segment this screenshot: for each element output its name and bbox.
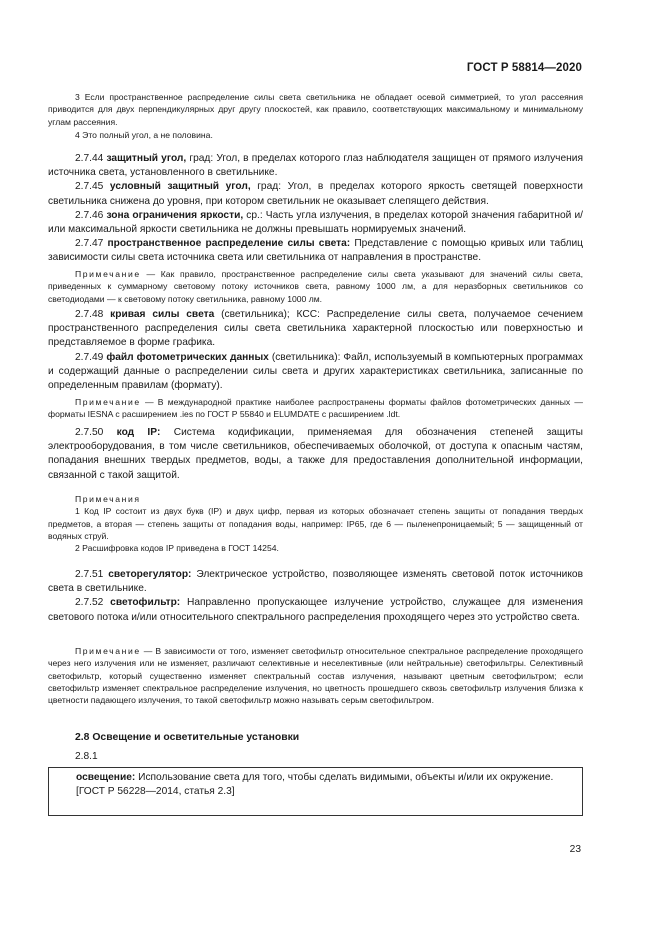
note-label: Примечание <box>75 269 141 279</box>
term-definition: ср.: Часть угла излучения, в пределах которой значения габаритной и/или максимальной яркости светильника не должны превышать нормируемых значений. <box>48 209 583 236</box>
source-reference: [ГОСТ Р 56228—2014, статья 2.3] <box>76 786 235 798</box>
term-definition: Электрическое устройство, позволяющее изменять световой поток источников света в светильнике. <box>48 569 583 595</box>
term-number: 2.7.46 <box>75 209 104 221</box>
term-name: светорегулятор: <box>108 569 192 580</box>
term-2-7-50-block <box>48 426 583 483</box>
section-number: 2.8 <box>75 732 90 743</box>
notes-top <box>48 91 583 141</box>
term-definition: Система кодификации, применяемая для обозначения степеней защиты электрооборудования, в том числе светильников, обеспечиваемых оболочкой, от доступа к опасным частям, попадания внешних твердых предметов, воды, а также для предоставления дополнительной информации, связанной с такой защитой. <box>48 427 583 481</box>
item-2-8-1-number <box>48 750 583 764</box>
section-title: Освещение и осветительные установки <box>92 732 300 743</box>
term-name: условный защитный угол, <box>109 181 251 193</box>
term-2-7-52 <box>48 596 583 624</box>
term-osveshchenie <box>49 771 582 785</box>
term-2-7-48 <box>48 308 583 351</box>
notes-2750 <box>48 493 583 554</box>
definition-box <box>48 767 583 816</box>
term-definition: Представление с помощью кривых или таблиц зависимости силы света источника света или светильника от направления в пространстве. <box>48 238 583 264</box>
term-number: 2.7.50 <box>75 427 104 438</box>
note-2750-2: 2 Расшифровка кодов IP приведена в ГОСТ 14254. <box>75 543 279 554</box>
term-number: 2.7.51 <box>75 569 104 580</box>
term-name: пространственное распределение силы света: <box>107 238 351 250</box>
term-number: 2.7.49 <box>75 351 104 363</box>
term-number: 2.7.44 <box>75 153 104 164</box>
term-name: светофильтр: <box>110 597 181 609</box>
term-definition: Направленно пропускающее излучение устройство, служащее для изменения светового потока и/или относительного спектрального распределения проходящего через это устройство света. <box>48 597 583 623</box>
note-label: Примечание <box>75 646 141 656</box>
term-2-7-44 <box>48 152 583 180</box>
term-2-7-47 <box>48 237 583 265</box>
term-number: 2.7.45 <box>75 181 104 193</box>
note-2749 <box>48 396 583 421</box>
note-2747 <box>48 268 583 305</box>
term-2-7-46 <box>48 209 583 237</box>
page-number: 23 <box>569 844 581 855</box>
term-number: 2.7.48 <box>75 309 104 320</box>
note-label: Примечание <box>75 397 141 407</box>
term-name: защитный угол, <box>106 153 187 164</box>
note-text: — В международной практике наиболее распространены форматы файлов фотометрических данных — форматы IESNA с расширением .ies по ГОСТ Р 55840 и ELUMDATE с расширением .ldt. <box>48 397 583 420</box>
note-text: — В зависимости от того, изменяет светофильтр относительное спектральное распределение проходящего через него излучения или не изменяет, различают селективные и неселективные (или нейтральные) светофильтры. Селективный светофильтр, который существенно изменяет спектральный состав излучения, называют цветным светофильтром; если светофильтр изменяет спектральное распределение излучения, но цветность прошедшего сквозь светофильтр излучения близка к цветности падающего излучения, то такой светофильтр можно называть серым светофильтром. <box>48 646 583 706</box>
term-number: 2.7.47 <box>75 238 104 250</box>
notes-label: Примечания <box>75 494 141 504</box>
term-2-7-49 <box>48 351 583 394</box>
term-name: файл фотометрических данных <box>106 351 269 363</box>
section-2-8 <box>48 731 583 745</box>
terms-2748-2749 <box>48 308 583 393</box>
term-definition: (светильника): Файл, используемый в компьютерных программах и содержащий данные о распределении силы света и других характеристиках светильника, записанные по определенным правилам (формату). <box>48 351 583 392</box>
terms-2744-2747 <box>48 152 583 266</box>
terms-2751-2752 <box>48 568 583 625</box>
term-name: код IP: <box>116 427 161 438</box>
term-definition: (светильника); КСС: Распределение силы света, получаемое сечением пространственного распределения силы света светильника характерной плоскостью или поверхностью и представляемое в форме графика. <box>48 309 583 349</box>
term-2-7-51 <box>48 568 583 596</box>
term-definition: град: Угол, в пределах которого глаз наблюдателя защищен от прямого излучения источника света, установленного в светильнике. <box>48 153 583 179</box>
note-text: — Как правило, пространственное распределение силы света указывают для значений силы света, приведенных к суммарному световому потоку источников света, равному 1000 лм, а для неразборных светильников со светодиодами — к световому потоку светильника, равному 1000 лм. <box>48 269 583 304</box>
term-name: кривая силы света <box>110 309 215 320</box>
term-name: зона ограничения яркости, <box>106 209 244 221</box>
term-name: освещение: <box>76 772 136 783</box>
term-definition: Использование света для того, чтобы сделать видимыми, объекты и/или их окружение. <box>135 772 554 783</box>
note-4: 4 Это полный угол, а не половина. <box>75 129 213 140</box>
note-2750-1: 1 Код IP состоит из двух букв (IP) и двух цифр, первая из которых обозначает степень защиты от попадания твердых предметов, а вторая — степень защиты от попадания воды, например: IP65, где 6 — пыленепроницаемый; 5 — защищенный от водяных струй. <box>48 506 583 541</box>
doc-number-header: ГОСТ Р 58814—2020 <box>466 62 582 74</box>
term-2-7-45 <box>48 180 583 208</box>
term-definition: град: Угол, в пределах которого яркость светящей поверхности светильника снижена до уровня, при котором светильник не оказывает слепящего действия. <box>48 181 583 207</box>
note-3: 3 Если пространственное распределение силы света светильника не обладает осевой симметрией, то угол рассеяния приводится для двух перпендикулярных друг другу плоскостей, как правило, соответствующих максимальному и минимальному углам рассеяния. <box>48 92 583 127</box>
term-number: 2.7.52 <box>75 597 104 609</box>
item-number: 2.8.1 <box>75 751 98 762</box>
note-2752 <box>48 645 583 706</box>
term-2-7-50 <box>48 426 583 483</box>
